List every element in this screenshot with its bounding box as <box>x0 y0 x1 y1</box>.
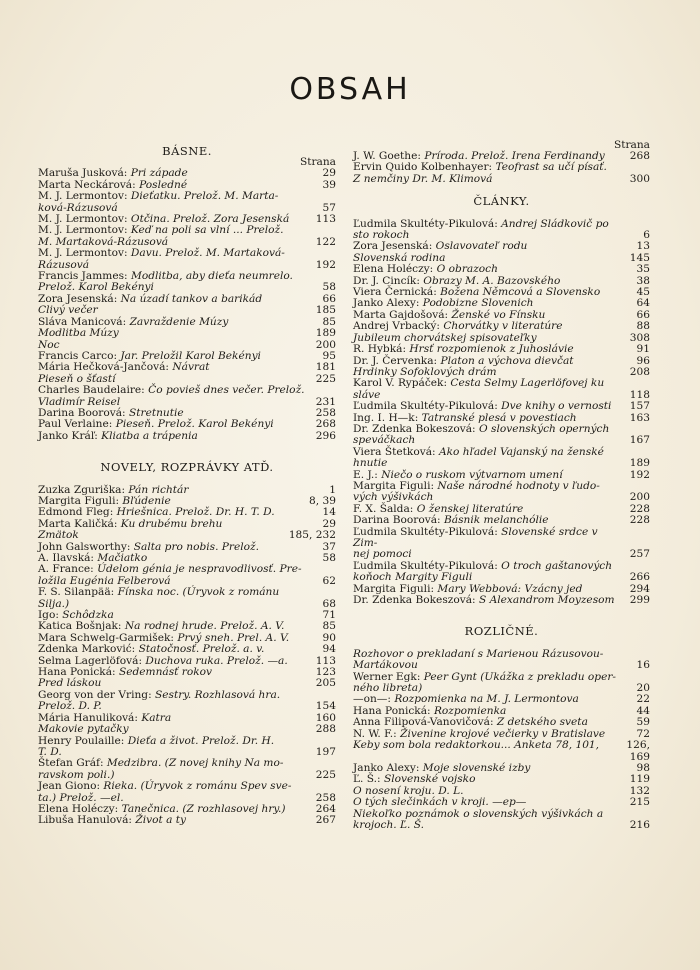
entry-text <box>353 174 620 185</box>
entry-author: Anna Filipová-Vanovičová: <box>353 716 497 729</box>
entry-author: Mara Schwelg-Garmišek: <box>38 631 178 644</box>
entry-page: 268 <box>315 418 336 431</box>
entry-title: Hriešnica. Prelož. Dr. H. T. D. <box>116 506 275 519</box>
entry-page: 154 <box>315 700 336 713</box>
entry-author: M. J. Lermontov: <box>38 213 131 226</box>
toc-entry <box>353 378 650 389</box>
entry-title: Prelož. D. P. <box>38 700 102 713</box>
entry-title: Pán richtár <box>128 483 189 496</box>
entry-page: 98 <box>636 761 650 774</box>
entry-title: Z nemčiny Dr. M. Klimová <box>353 172 493 185</box>
list-clanky <box>353 219 650 607</box>
entry-author: John Galsworthy: <box>38 540 134 553</box>
entry-title: Ako hľadel Vajanský na ženské <box>438 445 604 458</box>
entry-author: Ľudmila Skultéty-Pikulová: <box>353 525 502 538</box>
entry-author: Ľudmila Skultéty-Pikulová: <box>353 400 502 413</box>
entry-title: Stretnutie <box>129 406 184 419</box>
entry-page: 113 <box>315 213 336 226</box>
entry-title: ravskom poli.) <box>38 768 115 781</box>
entry-page: 296 <box>315 429 336 442</box>
entry-author: Dr. J. Cincík: <box>353 274 424 287</box>
entry-title: Salta pro nobis. Prelož. <box>133 540 259 553</box>
entry-page: 299 <box>629 594 650 607</box>
entry-title: Posledné <box>139 178 188 191</box>
entry-title: Noc <box>38 338 60 351</box>
entry-page: 8, 39 <box>309 494 336 507</box>
entry-title: Statočnosť. Prelož. a. v. <box>138 643 265 656</box>
list-novely <box>38 485 336 827</box>
entry-title: Básnik melanchólie <box>444 514 549 527</box>
entry-title: Makovie pytačky <box>38 723 129 736</box>
entry-author: Ervin Quido Kolbenhayer: <box>353 161 496 174</box>
entry-title: koňoch Margity Figuli <box>353 571 473 584</box>
entry-title: Martákovou <box>353 659 418 672</box>
entry-title: O ženskej literatúre <box>416 502 524 515</box>
entry-author: N. W. F.: <box>353 727 401 740</box>
entry-title: O tých slečinkách v kroji. —ep— <box>353 796 527 809</box>
entry-page: 119 <box>629 773 650 786</box>
entry-title: Hrdinky Sofoklových drám <box>353 365 497 378</box>
entry-page: 266 <box>629 571 650 584</box>
entry-title: M. Martaková-Rázusová <box>38 235 169 248</box>
entry-author: Viera Černická: <box>353 286 441 299</box>
entry-author: M. J. Lermontov: <box>38 190 131 203</box>
entry-title: Fínska noc. (Úryvok z románu <box>117 586 280 599</box>
entry-title: Mary Webbová: Vzácny jed <box>437 582 583 595</box>
entry-page: 300 <box>629 172 650 185</box>
entry-page: 208 <box>629 365 650 378</box>
entry-author: Ľ. Š.: <box>353 773 384 786</box>
entry-page: 185 <box>315 304 336 317</box>
entry-title: Prvý sneh. Prel. A. V. <box>177 631 290 644</box>
entry-page: 231 <box>315 395 336 408</box>
entry-title: Vladimír Reisel <box>38 395 121 408</box>
entry-page: 44 <box>636 704 650 717</box>
list-rozlicne <box>353 649 650 832</box>
entry-title: Davu. Prelož. M. Martaková- <box>130 247 285 260</box>
entry-title: Oslavovateľ rodu <box>435 240 528 253</box>
entry-page: 64 <box>636 297 650 310</box>
entry-page: 68 <box>322 597 336 610</box>
entry-title: ková-Rázusová <box>38 201 118 214</box>
entry-page: 200 <box>629 491 650 504</box>
entry-author: Zdenka Marković: <box>38 643 139 656</box>
entry-page: 13 <box>636 240 650 253</box>
entry-page: 29 <box>322 167 336 180</box>
entry-page: 157 <box>629 400 650 413</box>
entry-text <box>353 378 620 389</box>
entry-title: Pieseň o šťastí <box>38 372 116 385</box>
entry-page: 29 <box>322 517 336 530</box>
entry-title: ného libreta) <box>353 682 423 695</box>
entry-author: M. J. Lermontov: <box>38 224 131 237</box>
entry-author: A. Ilavská: <box>38 552 98 564</box>
entry-author: Margita Figuli: <box>38 494 123 507</box>
entry-author: Margita Figuli: <box>353 582 438 595</box>
entry-page: 58 <box>322 281 336 294</box>
entry-title: Niekoľko poznámok o slovenských výšivkách a <box>353 807 604 820</box>
entry-title: T. D. <box>38 745 62 758</box>
entry-author: Darina Boorová: <box>353 514 444 527</box>
entry-author: Ľudmila Skultéty-Pikulová: <box>353 217 502 230</box>
section-heading-basne: BÁSNE. <box>162 144 212 158</box>
entry-title: Živenine krojové večierky v Bratislave <box>400 727 606 740</box>
entry-author: Hana Ponická: <box>38 666 119 679</box>
entry-page: 66 <box>636 308 650 321</box>
entry-title: Duchova ruka. Prelož. —a. <box>145 654 288 667</box>
entry-author: Dr. J. Červenka: <box>353 354 441 367</box>
entry-page: 94 <box>322 643 336 656</box>
entry-title: Tanečnica. (Z rozhlasovej hry.) <box>121 802 286 815</box>
entry-author: Viera Štetková: <box>353 445 439 458</box>
entry-page: 1 <box>329 483 336 496</box>
entry-title: Na rodnej hrude. Prelož. A. V. <box>124 620 285 633</box>
entry-page: 6 <box>643 229 650 242</box>
entry-author: Marta Kaličká: <box>38 517 121 530</box>
entry-title: nej pomoci <box>353 548 412 561</box>
entry-title: Clivý večer <box>38 304 98 317</box>
entry-title: O slovenských operných <box>478 422 610 435</box>
entry-title: Na úzadí tankov a barikád <box>120 292 263 305</box>
entry-page: 258 <box>315 791 336 804</box>
entry-title: Andrej Sládkovič po <box>501 217 609 230</box>
entry-title: Slovenské srdce v Zim- <box>353 525 598 549</box>
entry-author: Janko Kráľ: <box>38 429 102 442</box>
entry-title: Keby som bola redaktorkou... Anketa 78, 101, <box>353 739 600 752</box>
entry-author: Selma Lagerlöfová: <box>38 654 146 667</box>
entry-title: Obrazy M. A. Bazovského <box>423 274 561 287</box>
entry-author: Dr. Zdenka Bokeszová: <box>353 594 479 607</box>
entry-title: Bľúdenie <box>122 494 171 507</box>
entry-title: ta.) Prelož. —el. <box>38 791 124 804</box>
entry-author: Werner Egk: <box>353 670 424 683</box>
entry-page: 72 <box>636 727 650 740</box>
entry-title: Ženské vo Fínsku <box>451 308 546 321</box>
entry-author: Jean Giono: <box>38 780 104 793</box>
entry-title: Teofrast sa učí písať. <box>495 161 607 174</box>
entry-author: Charles Baudelaire: <box>38 384 149 397</box>
entry-title: Rozpomienka <box>433 704 507 717</box>
entry-page: 71 <box>322 609 336 622</box>
entry-author: Mária Hečková-Jančová: <box>38 361 173 374</box>
entry-author: Karol V. Rypáček: <box>353 377 451 390</box>
entry-title: S Alexandrom Moyzesom <box>478 594 615 607</box>
entry-author: Marta Neckárová: <box>38 178 140 191</box>
entry-page: 113 <box>315 654 336 667</box>
entry-page: 58 <box>322 552 336 564</box>
toc-entry <box>38 587 336 598</box>
entry-author: E. J.: <box>353 468 382 481</box>
entry-author: Paul Verlaine: <box>38 418 116 431</box>
entry-page: 308 <box>629 331 650 344</box>
entry-title: Z detského sveta <box>496 716 588 729</box>
section-heading-novely: NOVELY, ROZPRÁVKY ATĎ. <box>100 460 274 475</box>
entry-author: Francis Jammes: <box>38 270 131 283</box>
entry-author: Sláva Manicová: <box>38 315 130 328</box>
section-heading-rozlicne: ROZLIČNÉ. <box>464 624 539 639</box>
entry-author: Edmond Fleg: <box>38 506 117 519</box>
entry-author: Zuzka Zguriška: <box>38 483 129 496</box>
entry-page: 88 <box>636 320 650 333</box>
entry-title: Chorvátky v literatúre <box>443 320 563 333</box>
entry-title: Keď na poli sa vlní ... Prelož. <box>130 224 284 237</box>
entry-title: Prelož. Karol Bekényi <box>38 281 154 294</box>
entry-title: Sestry. Rozhlasová hra. <box>155 688 281 701</box>
entry-page: 200 <box>315 338 336 351</box>
toc-entry <box>353 527 650 550</box>
entry-title: Jubileum chorvátskej spisovateľky <box>353 331 537 344</box>
entry-author: F. S. Silanpää: <box>38 586 118 599</box>
entry-title: Cesta Selmy Lagerlöfovej ku <box>450 377 605 390</box>
entry-title: Hrsť rozpomienok z Juhoslávie <box>409 343 574 356</box>
entry-title: O obrazoch <box>436 263 498 276</box>
entry-author: Janko Alexy: <box>353 297 423 310</box>
entry-title: Božena Němcová a Slovensko <box>440 286 601 299</box>
strana-label-right: Strana <box>613 139 650 151</box>
entry-title: Modlitba, aby dieťa neumrelo. <box>130 270 293 283</box>
entry-page: 20 <box>636 682 650 695</box>
entry-title: Príroda. Prelož. Irena Ferdinandy <box>424 150 605 162</box>
entry-title: hnutie <box>353 457 388 470</box>
entry-text <box>353 527 620 550</box>
entry-title: slávе <box>353 388 381 401</box>
entry-author: M. J. Lermontov: <box>38 247 131 260</box>
entry-page: 258 <box>315 406 336 419</box>
entry-author: Marta Gajdošová: <box>353 308 452 321</box>
entry-author: Katica Bošnjak: <box>38 620 125 633</box>
left-column <box>38 144 336 827</box>
entry-author: Darina Boorová: <box>38 406 129 419</box>
entry-page: 185, 232 <box>288 529 336 542</box>
entry-page: 16 <box>636 659 650 672</box>
entry-page: 189 <box>629 457 650 470</box>
entry-page: 197 <box>315 745 336 758</box>
entry-title: Peer Gynt (Ukážka z prekladu oper- <box>423 670 616 683</box>
entry-title: sto rokoch <box>353 229 410 242</box>
entry-page: 294 <box>629 582 650 595</box>
entry-page: 91 <box>636 343 650 356</box>
entry-title: ložila Eugénia Felberová <box>38 574 171 587</box>
entry-author: Mária Hanuliková: <box>38 711 142 724</box>
entry-text <box>353 447 620 458</box>
entry-page: 96 <box>636 354 650 367</box>
entry-title: Niečo o ruskom výtvarnom umení <box>381 468 563 481</box>
entry-title: Ku drubému brehu <box>120 517 223 530</box>
entry-author: Elena Holéczy: <box>353 263 437 276</box>
toc-entry <box>38 736 336 747</box>
entry-author: —on—: <box>353 693 395 706</box>
entry-text <box>353 820 620 831</box>
entry-title: vých výšivkách <box>353 491 434 504</box>
entry-title: Platon a výchova dievčat <box>440 354 574 367</box>
entry-page: 85 <box>322 315 336 328</box>
entry-author: Zora Jesenská: <box>38 292 121 305</box>
entry-title: speváčkach <box>353 434 416 447</box>
entry-author: Hana Ponická: <box>353 704 434 717</box>
entry-author: Georg von der Vring: <box>38 688 156 701</box>
right-column <box>353 140 650 831</box>
entry-author: J. W. Goethe: <box>353 150 425 162</box>
entry-page: 95 <box>322 349 336 362</box>
entry-page: 123 <box>315 666 336 679</box>
entry-title: Katra <box>141 711 172 724</box>
entry-page: 59 <box>636 716 650 729</box>
entry-page: 167 <box>629 434 650 447</box>
entry-author: Ing. I. H—k: <box>353 411 422 424</box>
entry-page: 264 <box>315 802 336 815</box>
entry-text <box>38 431 306 442</box>
entry-author: Margita Figuli: <box>353 479 438 492</box>
entry-title: O nosení kroju. D. L. <box>353 784 464 797</box>
entry-title: Naše národné hodnoty v ľudo- <box>437 479 600 492</box>
entry-title: Medzibra. (Z novej knihy Na mo- <box>106 757 284 770</box>
entry-page: 90 <box>322 631 336 644</box>
entry-title: Slovenské vojsko <box>383 773 476 786</box>
entry-title: Tatranské plesá v povestiach <box>421 411 577 424</box>
entry-page: 57 <box>322 201 336 214</box>
list-basne <box>38 168 336 442</box>
entry-page: 216 <box>629 818 650 831</box>
entry-page: 257 <box>629 548 650 561</box>
entry-author: Igo: <box>38 609 63 622</box>
entry-page: 38 <box>636 274 650 287</box>
entry-author: R. Hybká: <box>353 343 410 356</box>
entry-page: 35 <box>636 263 650 276</box>
entry-title: Dieťa a život. Prelož. Dr. H. <box>127 734 275 747</box>
entry-title: Zmätok <box>38 529 79 542</box>
entry-page: 14 <box>322 506 336 519</box>
entry-author: Henry Poulaille: <box>38 734 128 747</box>
entry-title: krojoch. Ľ. Š. <box>353 818 425 831</box>
entry-title: Schôdzka <box>62 609 114 622</box>
entry-page: 288 <box>315 723 336 736</box>
entry-title: Rázusová <box>38 258 90 271</box>
list-continued <box>353 151 650 185</box>
entry-page: 189 <box>315 327 336 340</box>
entry-page: 122 <box>315 235 336 248</box>
entry-title: Modlitba Múzy <box>38 327 119 340</box>
entry-title: Pred láskou <box>38 677 102 690</box>
entry-page: 205 <box>315 677 336 690</box>
entry-title: Silja.) <box>38 597 70 610</box>
entry-author: Maruša Jusková: <box>38 167 131 180</box>
entry-page: 145 <box>629 251 650 264</box>
entry-title: Podobizne Slovenich <box>422 297 534 310</box>
toc-entry <box>38 431 336 442</box>
entry-page: 45 <box>636 286 650 299</box>
entry-title: Rozpomienka na M. J. Lermontova <box>394 693 579 706</box>
entry-text <box>353 595 620 606</box>
entry-author: Zora Jesenská: <box>353 240 436 253</box>
section-heading-clanky: ČLÁNKY. <box>473 194 530 209</box>
entry-page: 39 <box>322 178 336 191</box>
entry-title: Údelom génia je nespravodlivosť. Pre- <box>97 563 302 576</box>
entry-author: Libuša Hanulová: <box>38 814 136 827</box>
entry-author: F. X. Šalda: <box>353 502 417 515</box>
entry-author: Andrej Vrbacký: <box>353 320 444 333</box>
entry-page: 62 <box>322 574 336 587</box>
entry-page: 267 <box>315 814 336 827</box>
entry-page: 268 <box>629 150 650 162</box>
entry-author: Ľudmila Skultéty-Pikulová: <box>353 559 502 572</box>
entry-page: 225 <box>315 768 336 781</box>
entry-page: 192 <box>315 258 336 271</box>
entry-text <box>38 587 306 598</box>
entry-page: 118 <box>629 388 650 401</box>
entry-page: 163 <box>629 411 650 424</box>
entry-author: A. France: <box>38 563 98 576</box>
entry-title: Otčina. Prelož. Zora Jesenská <box>130 213 290 226</box>
entry-title: Čo povieš dnes večer. Prelož. <box>148 384 305 397</box>
entry-title: Kliatba a trápenia <box>101 429 198 442</box>
entry-page: 66 <box>322 292 336 305</box>
entry-title: Zavraždenie Múzy <box>129 315 229 328</box>
entry-author: Dr. Zdenka Bokeszová: <box>353 422 479 435</box>
strana-label-left: Strana <box>299 156 336 169</box>
entry-page: 126, <box>626 739 650 752</box>
entry-text <box>38 328 306 339</box>
entry-text <box>38 815 306 826</box>
toc-entry <box>353 447 650 458</box>
entry-title: Dve knihy o vernosti <box>501 400 612 413</box>
entry-title: Jar. Preložil Karol Bekényi <box>120 349 261 362</box>
entry-author: Janko Alexy: <box>353 761 423 774</box>
entry-page: 22 <box>636 693 650 706</box>
entry-title: Rieka. (Úryvok z románu Spev sve- <box>103 780 292 793</box>
entry-title: Mačiatko <box>97 552 148 564</box>
entry-author: Francis Carco: <box>38 349 121 362</box>
entry-text <box>38 736 306 747</box>
entry-author: Elena Holéczy: <box>38 802 122 815</box>
entry-page: 132 <box>629 784 650 797</box>
entry-page: 215 <box>629 796 650 809</box>
toc-entry <box>38 815 336 826</box>
entry-text <box>353 740 620 751</box>
entry-title: Rozhovor o prekladaní s Mariенou Rázusovou- <box>353 647 604 660</box>
toc-entry <box>353 740 650 751</box>
toc-entry <box>353 595 650 606</box>
entry-author: Štefan Gráf: <box>38 757 107 770</box>
entry-page: 228 <box>629 514 650 527</box>
entry-title: Dieťatku. Prelož. M. Marta- <box>130 190 279 203</box>
entry-page: 225 <box>315 372 336 385</box>
entry-title: Slovenská rodina <box>353 251 446 264</box>
entry-page: 192 <box>629 468 650 481</box>
entry-title: Život a ty <box>135 814 187 827</box>
entry-title: Návrat <box>172 361 210 374</box>
page-title: OBSAH <box>289 72 411 107</box>
entry-title: Moje slovenské izby <box>422 761 531 774</box>
entry-page: 37 <box>322 540 336 553</box>
entry-title: Pieseň. Prelož. Karol Bekényi <box>115 418 274 431</box>
entry-page: 181 <box>315 361 336 374</box>
entry-title: Pri západe <box>130 167 188 180</box>
entry-title: Sedemnásť rokov <box>118 666 213 679</box>
toc-entry <box>38 328 336 339</box>
toc-entry <box>353 174 650 185</box>
toc-entry <box>353 820 650 831</box>
entry-page: 85 <box>322 620 336 633</box>
entry-page: 228 <box>629 502 650 515</box>
entry-title: O troch gaštanových <box>501 559 613 572</box>
entry-page: 169 <box>629 750 650 763</box>
entry-page: 160 <box>315 711 336 724</box>
